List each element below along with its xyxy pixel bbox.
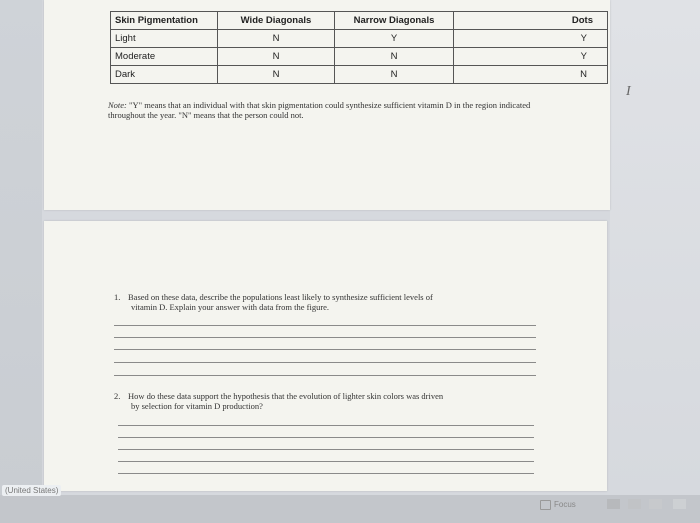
answer-line[interactable] xyxy=(114,362,536,363)
table-row xyxy=(111,30,608,48)
note-label: Note: xyxy=(108,100,127,110)
table-cell: Dark xyxy=(111,66,218,84)
table-row xyxy=(111,48,608,66)
answer-line[interactable] xyxy=(118,473,534,474)
note-text: "Y" means that an individual with that skin pigmentation could synthesize sufficient vitamin D in the region indicated throughout the year. "N" means that the person could not. xyxy=(108,100,531,120)
table-cell: N xyxy=(218,30,335,48)
question-text-continued: by selection for vitamin D production? xyxy=(131,401,263,411)
header-wide-diagonals: Wide Diagonals xyxy=(218,12,335,30)
question-text: How do these data support the hypothesis that the evolution of lighter skin colors was driven xyxy=(128,391,444,401)
table-cell: Y xyxy=(454,30,608,48)
table-row xyxy=(111,66,608,84)
table-cell: Moderate xyxy=(111,48,218,66)
document-page-bottom[interactable] xyxy=(44,221,607,491)
table-note xyxy=(108,100,538,120)
skin-pigmentation-table xyxy=(110,11,608,84)
background-right xyxy=(610,0,700,495)
question-number: 1. xyxy=(114,292,121,302)
answer-line[interactable] xyxy=(114,325,536,326)
zoom-control-icon[interactable] xyxy=(673,499,686,509)
table-cell: N xyxy=(335,66,454,84)
language-indicator[interactable]: (United States) xyxy=(2,485,61,496)
web-layout-view-icon[interactable] xyxy=(649,499,662,509)
print-layout-view-icon[interactable] xyxy=(607,499,620,509)
header-skin-pigmentation: Skin Pigmentation xyxy=(111,12,218,30)
answer-line[interactable] xyxy=(114,337,536,338)
question-2 xyxy=(114,391,534,411)
answer-line[interactable] xyxy=(118,425,534,426)
text-cursor-icon: I xyxy=(626,84,631,99)
table-cell: N xyxy=(454,66,608,84)
question-text: Based on these data, describe the populations least likely to synthesize sufficient levels of xyxy=(128,292,433,302)
focus-button[interactable] xyxy=(540,498,596,511)
table-cell: Y xyxy=(454,48,608,66)
table-cell: N xyxy=(218,66,335,84)
header-narrow-diagonals: Narrow Diagonals xyxy=(335,12,454,30)
question-number: 2. xyxy=(114,391,121,401)
focus-icon xyxy=(540,500,551,510)
question-text-continued: vitamin D. Explain your answer with data from the figure. xyxy=(131,302,330,312)
read-mode-view-icon[interactable] xyxy=(628,499,641,509)
table-cell: Light xyxy=(111,30,218,48)
table-cell: N xyxy=(218,48,335,66)
question-1 xyxy=(114,292,534,312)
table-header-row xyxy=(111,12,608,30)
table-cell: Y xyxy=(335,30,454,48)
focus-label: Focus xyxy=(554,500,576,509)
background-left xyxy=(0,0,42,495)
document-page-top[interactable] xyxy=(44,0,610,210)
header-dots: Dots xyxy=(454,12,608,30)
answer-line[interactable] xyxy=(114,375,536,376)
answer-line[interactable] xyxy=(114,349,536,350)
answer-line[interactable] xyxy=(118,461,534,462)
answer-line[interactable] xyxy=(118,449,534,450)
table-cell: N xyxy=(335,48,454,66)
answer-line[interactable] xyxy=(118,437,534,438)
